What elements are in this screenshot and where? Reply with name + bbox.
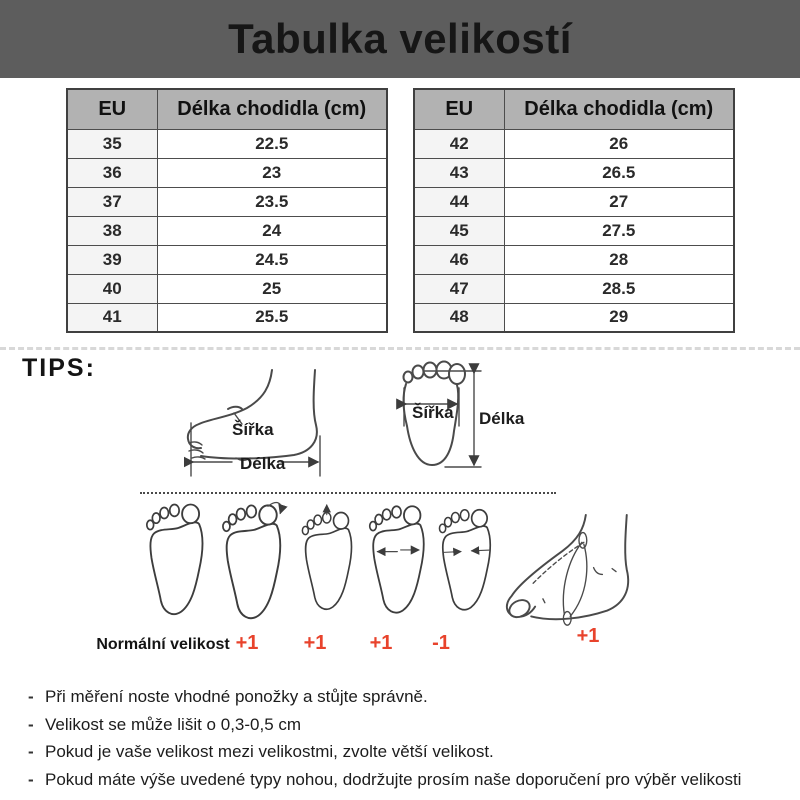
note-text: Pokud máte výše uvedené typy nohou, dodržujte prosím naše doporučení pro výběr velikosti <box>45 770 742 790</box>
size-eu-cell: 48 <box>414 303 504 332</box>
size-table-eu-42-48 <box>413 88 735 333</box>
tips-label: TIPS: <box>22 354 96 382</box>
table-row <box>67 158 387 187</box>
footprint-normal <box>143 497 211 631</box>
footprint-narrow-minus1 <box>436 497 498 631</box>
foot-high-instep-plus1 <box>500 513 656 633</box>
column-header: Délka chodidla (cm) <box>504 89 734 129</box>
table-row <box>67 245 387 274</box>
size-eu-cell: 45 <box>414 216 504 245</box>
length-cm-cell: 24 <box>157 216 387 245</box>
length-cm-cell: 25.5 <box>157 303 387 332</box>
note-item <box>28 771 793 790</box>
size-eu-cell: 42 <box>414 129 504 158</box>
table-row <box>67 129 387 158</box>
size-eu-cell: 38 <box>67 216 157 245</box>
table-row <box>414 245 734 274</box>
table-row <box>414 158 734 187</box>
length-cm-cell: 23.5 <box>157 187 387 216</box>
bullet-dash: - <box>28 742 34 762</box>
size-eu-cell: 47 <box>414 274 504 303</box>
table-row <box>414 303 734 332</box>
column-header: EU <box>414 89 504 129</box>
length-cm-cell: 29 <box>504 303 734 332</box>
length-cm-cell: 25 <box>157 274 387 303</box>
note-text: Pokud je vaše velikost mezi velikostmi, zvolte větší velikost. <box>45 742 494 762</box>
size-table-eu-35-41 <box>66 88 388 333</box>
length-cm-cell: 26.5 <box>504 158 734 187</box>
foot-type-label-minus1: -1 <box>432 632 450 654</box>
size-eu-cell: 37 <box>67 187 157 216</box>
length-cm-cell: 26 <box>504 129 734 158</box>
size-eu-cell: 41 <box>67 303 157 332</box>
footprint-raised-toe-plus1 <box>299 491 359 633</box>
foot-type-label-plus1-a: +1 <box>235 632 259 654</box>
size-eu-cell: 43 <box>414 158 504 187</box>
bullet-dash: - <box>28 687 34 706</box>
size-eu-cell: 40 <box>67 274 157 303</box>
page-title: Tabulka velikostí <box>228 15 572 62</box>
table-header-row <box>67 89 387 129</box>
table-row <box>67 303 387 332</box>
length-cm-cell: 28 <box>504 245 734 274</box>
table-row <box>67 274 387 303</box>
note-item <box>28 688 793 707</box>
length-cm-cell: 24.5 <box>157 245 387 274</box>
table-row <box>67 187 387 216</box>
top-width-label: Šířka <box>412 403 454 422</box>
table-header-row <box>414 89 734 129</box>
note-text: Při měření noste vhodné ponožky a stůjte správně. <box>45 687 428 706</box>
top-length-label: Délka <box>479 409 525 428</box>
foot-type-label-plus1-c: +1 <box>369 632 393 654</box>
length-cm-cell: 27 <box>504 187 734 216</box>
note-item <box>28 716 793 735</box>
table-row <box>414 274 734 303</box>
size-eu-cell: 35 <box>67 129 157 158</box>
title-bar <box>0 0 800 78</box>
section-divider <box>0 347 800 350</box>
size-eu-cell: 36 <box>67 158 157 187</box>
column-header: Délka chodidla (cm) <box>157 89 387 129</box>
size-eu-cell: 44 <box>414 187 504 216</box>
length-cm-cell: 28.5 <box>504 274 734 303</box>
size-eu-cell: 46 <box>414 245 504 274</box>
length-cm-cell: 22.5 <box>157 129 387 158</box>
foot-type-label-plus1-b: +1 <box>303 632 327 654</box>
note-text: Velikost se může lišit o 0,3-0,5 cm <box>45 714 302 734</box>
table-row <box>67 216 387 245</box>
footprint-wide-plus1 <box>366 497 432 631</box>
foot-type-label-plus1-d: +1 <box>576 625 600 647</box>
table-row <box>414 216 734 245</box>
side-width-label: Šířka <box>232 420 274 439</box>
bullet-dash: - <box>28 714 34 734</box>
size-eu-cell: 39 <box>67 245 157 274</box>
bullet-dash: - <box>28 770 34 790</box>
table-row <box>414 129 734 158</box>
table-row <box>414 187 734 216</box>
foot-type-label-normal: Normální velikost <box>96 636 230 653</box>
note-item <box>28 743 793 762</box>
footprint-bunion-plus1 <box>219 494 289 634</box>
notes-section <box>28 688 793 799</box>
side-length-label: Délka <box>240 454 286 473</box>
length-cm-cell: 27.5 <box>504 216 734 245</box>
length-cm-cell: 23 <box>157 158 387 187</box>
column-header: EU <box>67 89 157 129</box>
